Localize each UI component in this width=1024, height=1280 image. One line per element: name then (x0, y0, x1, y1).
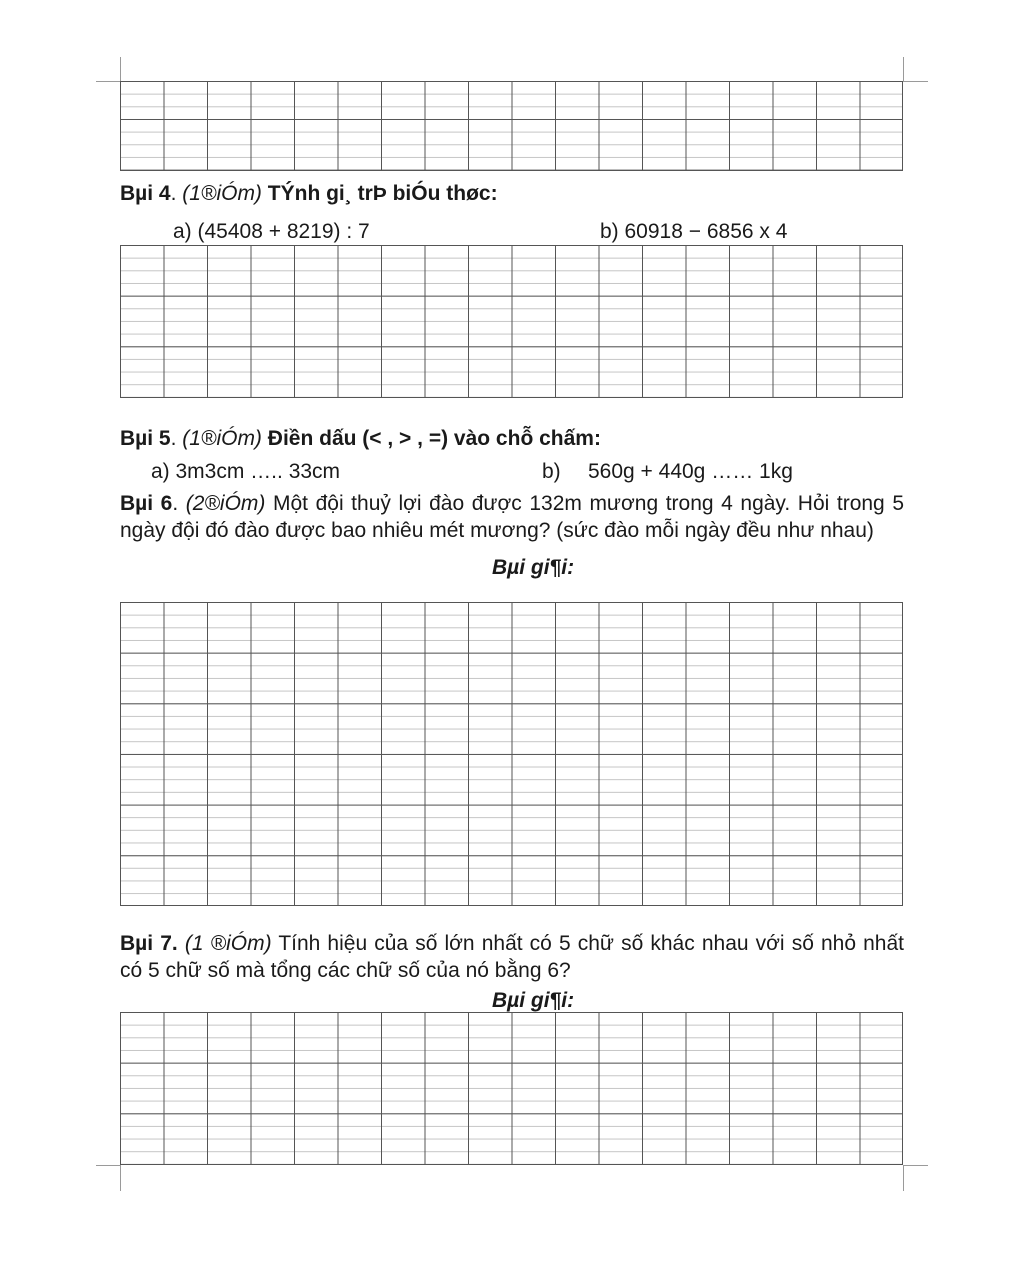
question-6-label: Bµi 6 (120, 492, 173, 515)
crop-mark-top-left-v (120, 57, 121, 81)
question-5-label: Bµi 5 (120, 427, 171, 450)
question-6-points: (2®iÓm) (185, 492, 266, 515)
question-5-part-b-label: b) (542, 460, 561, 483)
question-7-solution-heading: Bµi gi¶i: (492, 989, 575, 1012)
crop-mark-bottom-right-v (903, 1165, 904, 1191)
question-5-heading: Bµi 5. (1®iÓm) Điền dấu (< , > , =) vào chỗ chấm: (120, 427, 601, 450)
question-4-part-b: b) 60918 − 6856 x 4 (600, 220, 788, 243)
crop-mark-top-left-h (96, 81, 120, 82)
crop-mark-top-right-h (903, 81, 928, 82)
question-4-part-a: a) (45408 + 8219) : 7 (173, 220, 370, 243)
question-7-paragraph (120, 930, 904, 986)
writing-grid-q7[interactable] (120, 1012, 903, 1165)
writing-grid-q4[interactable] (120, 245, 903, 398)
writing-grid-top[interactable] (120, 81, 903, 171)
question-4-title: TÝnh gi¸ trÞ biÓu thøc: (267, 182, 498, 205)
question-4-points: (1®iÓm) (182, 182, 262, 205)
question-5-title: Điền dấu (< , > , =) vào chỗ chấm: (267, 427, 601, 450)
question-7-points: (1 ®iÓm) (184, 932, 272, 955)
question-5-points: (1®iÓm) (182, 427, 262, 450)
crop-mark-top-right-v (903, 57, 904, 81)
question-6-paragraph: Bµi 6. (2®iÓm) Một đội thuỷ lợi đào được 132m mương trong 4 ngày. Hỏi trong 5 ngày đội đó đào được bao nhiêu mét mương? (sức đào mỗi ngày đều như nhau) (120, 492, 904, 542)
question-6-solution-heading: Bµi gi¶i: (492, 556, 575, 579)
writing-grid-q6[interactable] (120, 602, 903, 906)
question-7-label: Bµi 7. (120, 932, 178, 955)
question-5-part-b-text: 560g + 440g …… 1kg (588, 460, 793, 483)
question-5-part-a: a) 3m3cm ….. 33cm (151, 460, 341, 483)
question-4-label: Bµi 4 (120, 182, 171, 205)
question-4-heading: Bµi 4. (1®iÓm) TÝnh gi¸ trÞ biÓu thøc: (120, 182, 498, 205)
question-7-text: Tính hiệu của số lớn nhất có 5 chữ số khác nhau với số nhỏ nhất có 5 chữ số mà tổng các chữ số của nó bằng 6? (120, 932, 904, 982)
crop-mark-bottom-left-h (96, 1165, 120, 1166)
question-6-text: Một đội thuỷ lợi đào được 132m mương trong 4 ngày. Hỏi trong 5 ngày đội đó đào được bao nhiêu mét mương? (sức đào mỗi ngày đều như nhau) (120, 492, 904, 542)
crop-mark-bottom-right-h (903, 1165, 928, 1166)
crop-mark-bottom-left-v (120, 1165, 121, 1191)
